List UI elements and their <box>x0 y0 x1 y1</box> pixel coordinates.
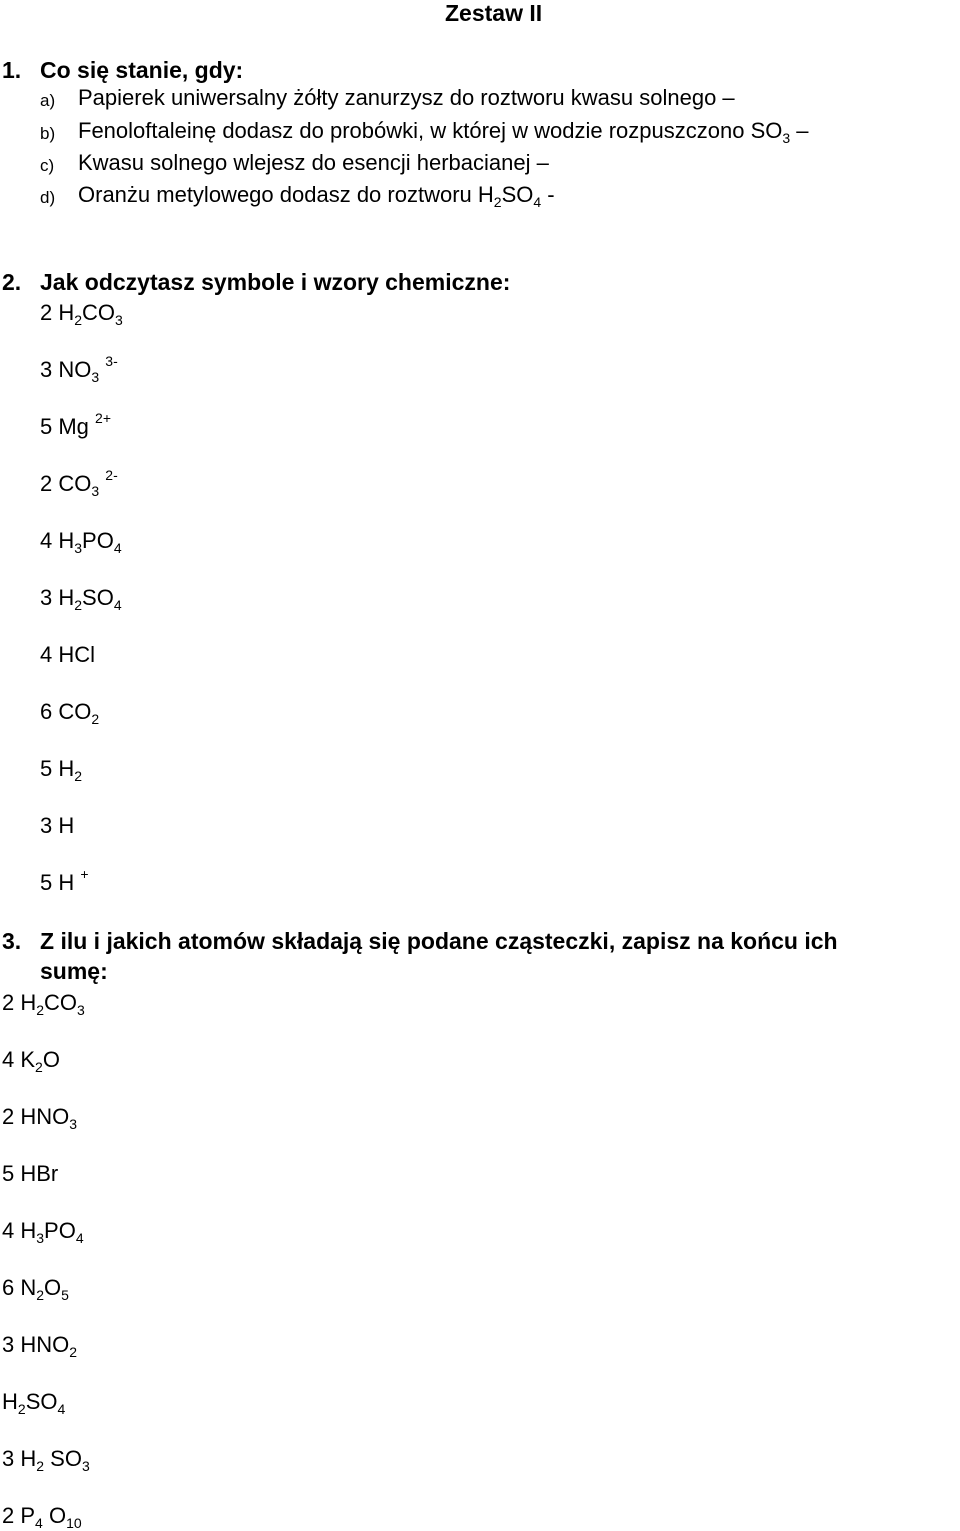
text-part: 2 CO <box>40 471 92 496</box>
formula-line <box>40 585 122 613</box>
formula-line <box>2 1389 66 1417</box>
item-letter: b) <box>40 124 56 143</box>
formula-line <box>2 1104 78 1132</box>
text-part: 5 H <box>40 756 75 781</box>
subscript: 4 <box>57 1401 66 1417</box>
subscript: 10 <box>66 1515 82 1531</box>
subscript: 2 <box>74 768 83 784</box>
text-part: 6 CO <box>40 699 92 724</box>
text-part: O <box>42 1047 60 1072</box>
superscript: 2- <box>105 467 118 483</box>
text-part: 6 N <box>2 1275 37 1300</box>
text-part: 2 H <box>2 990 37 1015</box>
question-3-number: 3. <box>2 928 22 954</box>
text-part: Fenoloftaleinę dodasz do probówki, w której w wodzie rozpuszczono SO <box>78 118 783 143</box>
subscript: 4 <box>113 597 122 613</box>
text-part: Oranżu metylowego dodasz do roztworu H <box>78 182 494 207</box>
formula-line <box>40 300 123 328</box>
text-part: 3 HNO <box>2 1332 70 1357</box>
text-part: CO <box>44 990 78 1015</box>
question-2-number: 2. <box>2 269 22 295</box>
item-text <box>78 118 809 146</box>
text-part: CO <box>82 300 116 325</box>
formula-line <box>2 1446 90 1474</box>
text-part: 3 H <box>2 1446 37 1471</box>
item-letter: d) <box>40 188 56 207</box>
formula-line <box>40 756 83 784</box>
subscript: 3 <box>91 483 100 499</box>
subscript: 5 <box>61 1287 69 1303</box>
text-part: Papierek uniwersalny żółty zanurzysz do roztworu kwasu solnego – <box>78 85 735 110</box>
subscript: 3 <box>36 1230 45 1246</box>
item-text <box>78 182 555 210</box>
item-text <box>78 152 549 174</box>
text-part: PO <box>82 528 114 553</box>
text-part: 5 H <box>40 870 81 895</box>
formula-line <box>40 410 111 439</box>
subscript: 2 <box>36 1002 45 1018</box>
formula-line <box>2 1163 58 1185</box>
question-3-text-line-2: sumę: <box>40 958 108 984</box>
text-part: 3 H <box>40 813 75 838</box>
text-part: SO <box>25 1389 58 1414</box>
subscript: 2 <box>91 711 100 727</box>
subscript: 4 <box>533 194 542 210</box>
formula-line <box>40 815 74 837</box>
text-part: SO <box>82 585 114 610</box>
subscript: 2 <box>493 194 502 210</box>
text-part: 3 H <box>40 585 75 610</box>
formula-line <box>40 644 95 666</box>
text-part: O <box>44 1275 62 1300</box>
text-part: PO <box>44 1218 76 1243</box>
subscript: 4 <box>75 1230 84 1246</box>
text-part: - <box>541 182 555 207</box>
text-part: SO <box>501 182 534 207</box>
subscript: 2 <box>74 597 83 613</box>
text-part: 2 H <box>40 300 75 325</box>
text-part: H <box>2 1389 18 1414</box>
subscript: 2 <box>36 1287 45 1303</box>
subscript: 3 <box>782 130 791 146</box>
text-part: Kwasu solnego wlejesz do esencji herbacianej – <box>78 150 549 175</box>
formula-line <box>40 528 122 556</box>
subscript: 3 <box>115 312 123 328</box>
formula-line <box>2 1218 84 1246</box>
formula-line <box>2 1275 69 1303</box>
text-part: 4 H <box>40 528 75 553</box>
formula-line <box>2 1503 82 1531</box>
text-part: 2 P <box>2 1503 36 1528</box>
document-title: Zestaw II <box>445 0 543 26</box>
subscript: 2 <box>69 1344 78 1360</box>
text-part: 4 K <box>2 1047 36 1072</box>
text-part: 3 NO <box>40 357 92 382</box>
question-1-text: Co się stanie, gdy: <box>40 57 244 83</box>
superscript: 3- <box>105 353 118 369</box>
text-part: O <box>42 1503 67 1528</box>
superscript: 2+ <box>95 410 111 426</box>
question-1-number: 1. <box>2 57 22 83</box>
formula-line <box>40 866 89 895</box>
subscript: 2 <box>36 1458 45 1474</box>
item-letter: a) <box>40 91 56 110</box>
text-part: 5 HBr <box>2 1161 59 1186</box>
text-part: 4 HCl <box>40 642 96 667</box>
formula-line <box>2 1047 60 1075</box>
text-part: 2 HNO <box>2 1104 70 1129</box>
subscript: 3 <box>69 1116 78 1132</box>
formula-line <box>40 353 118 385</box>
subscript: 4 <box>35 1515 43 1531</box>
subscript: 4 <box>113 540 122 556</box>
superscript: + <box>80 866 89 882</box>
subscript: 2 <box>74 312 83 328</box>
question-2-text: Jak odczytasz symbole i wzory chemiczne: <box>40 269 511 295</box>
text-part: – <box>790 118 809 143</box>
text-part: SO <box>44 1446 82 1471</box>
subscript: 3 <box>91 369 100 385</box>
text-part: 4 H <box>2 1218 37 1243</box>
text-part: 5 Mg <box>40 414 96 439</box>
subscript: 2 <box>17 1401 26 1417</box>
formula-line <box>40 467 118 499</box>
item-letter: c) <box>40 156 55 175</box>
subscript: 3 <box>81 1458 90 1474</box>
formula-line <box>2 990 85 1018</box>
question-3-text-line-1: Z ilu i jakich atomów składają się podane cząsteczki, zapisz na końcu ich <box>40 928 838 954</box>
item-text <box>78 87 735 109</box>
formula-line <box>40 699 100 727</box>
subscript: 2 <box>35 1059 43 1075</box>
subscript: 3 <box>74 540 83 556</box>
subscript: 3 <box>77 1002 85 1018</box>
formula-line <box>2 1332 78 1360</box>
